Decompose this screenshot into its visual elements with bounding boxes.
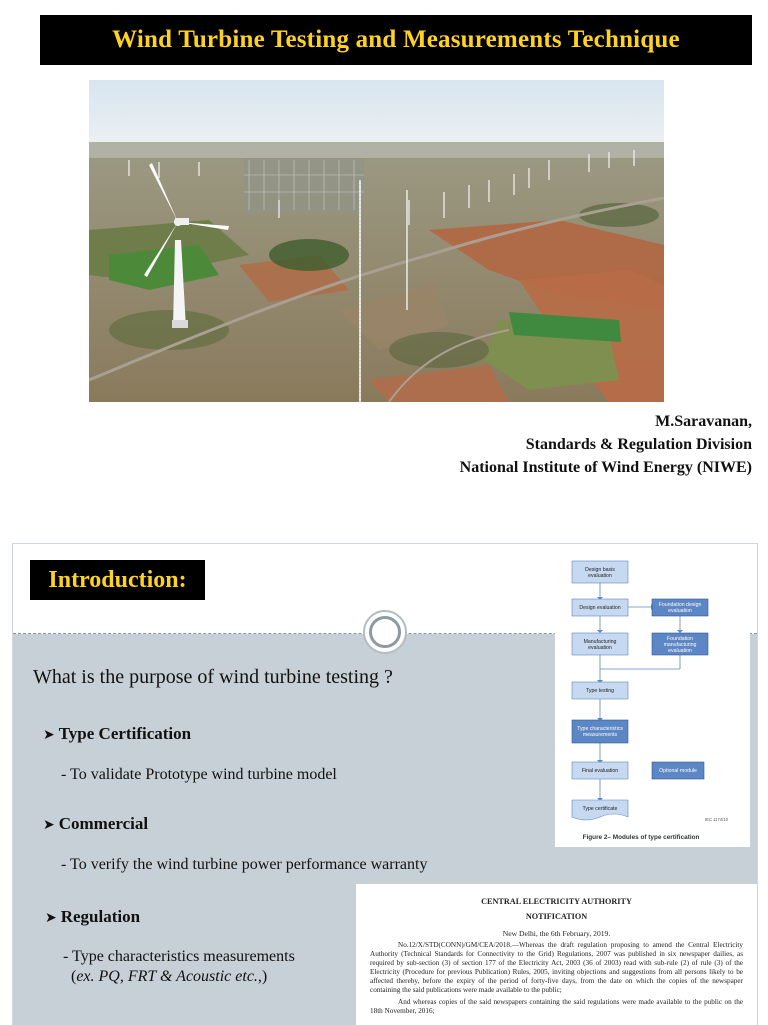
author-division: Standards & Regulation Division <box>525 436 752 453</box>
flow-box-design-basis: Design basis evaluation <box>585 567 615 579</box>
flow-box-manufacturing: Manufacturing evaluation <box>583 639 617 651</box>
flow-box-foundation-design: Foundation design evaluation <box>658 602 702 614</box>
introduction-heading-box <box>30 560 205 600</box>
flow-box-type-testing: Type testing <box>586 688 614 694</box>
introduction-heading: Introduction: <box>48 566 187 593</box>
notice-paragraph-1: No.12/X/STD(CONN)/GM/CEA/2018.—Whereas the draft regulation proposing to amend the Central Electricity Authority (Technical Standards for Connectivity to the Grid) Regulations, 2007 was published in six newspaper dailies, as required by sub-section (3) of section 177 of the Electricity Act, 2003 (36 of 2003) read with sub-rule (2) of rule (3) of the Electricity (Procedure for previous Publication) Rules, 2005, inviting objections and suggestions from all persons likely to be affected thereby, before the expiry of the period of forty-five days, from the date on which the copies of the newspaper containing the said publications were made available to the public; <box>370 941 743 994</box>
notice-paragraph-2: And whereas copies of the said newspapers containing the said regulations were made available to the public on the 18th November, 2016; <box>370 998 743 1015</box>
purpose-question: What is the purpose of wind turbine testing ? <box>33 666 393 688</box>
bullet-type-certification: ➤ Type Certification <box>43 724 192 743</box>
author-name: M.Saravanan, <box>655 413 752 430</box>
cea-notification-excerpt <box>356 884 757 1025</box>
flowchart-caption: Figure 2– Modules of type certification <box>582 834 700 841</box>
flow-box-optional-module: Optional module <box>659 768 697 774</box>
bullet-type-certification-detail: - To validate Prototype wind turbine model <box>61 766 337 783</box>
bullet-regulation-detail: - Type characteristics measurements (ex. PQ, FRT & Acoustic etc.,) <box>63 948 295 985</box>
flow-box-foundation-manufacturing: Foundation manufacturing evaluation <box>663 636 697 654</box>
wind-farm-aerial-photo <box>89 80 664 402</box>
bullet-commercial-detail: - To verify the wind turbine power performance warranty <box>61 856 428 873</box>
flowchart-reference: IEC 1174/10 <box>705 817 728 822</box>
notice-authority: CENTRAL ELECTRICITY AUTHORITY <box>481 897 632 906</box>
arrow-bullet-icon: ➤ <box>45 911 57 926</box>
bullet-commercial: ➤ Commercial <box>43 814 149 833</box>
notice-date: New Delhi, the 6th February, 2019. <box>502 929 611 938</box>
arrow-bullet-icon: ➤ <box>43 818 55 833</box>
wind-farm-illustration <box>89 80 664 402</box>
bullet-regulation: ➤ Regulation <box>45 907 141 926</box>
flow-box-design-evaluation: Design evaluation <box>579 605 621 611</box>
author-institute: National Institute of Wind Energy (NIWE) <box>459 459 752 476</box>
author-block <box>460 410 752 479</box>
flow-box-type-certificate: Type certificate <box>582 806 618 812</box>
type-certification-flowchart <box>555 551 750 847</box>
slide-title: Wind Turbine Testing and Measurements Technique <box>112 26 680 53</box>
circle-ornament-icon <box>363 610 407 654</box>
title-banner <box>40 15 752 65</box>
introduction-slide <box>12 543 758 1025</box>
notice-title: NOTIFICATION <box>525 912 588 921</box>
regulation-examples: ex. PQ, FRT & Acoustic etc., <box>76 968 262 985</box>
flow-box-type-characteristics: Type characteristics measurements <box>577 726 623 738</box>
flow-box-final-evaluation: Final evaluation <box>581 768 619 774</box>
arrow-bullet-icon: ➤ <box>43 728 55 743</box>
